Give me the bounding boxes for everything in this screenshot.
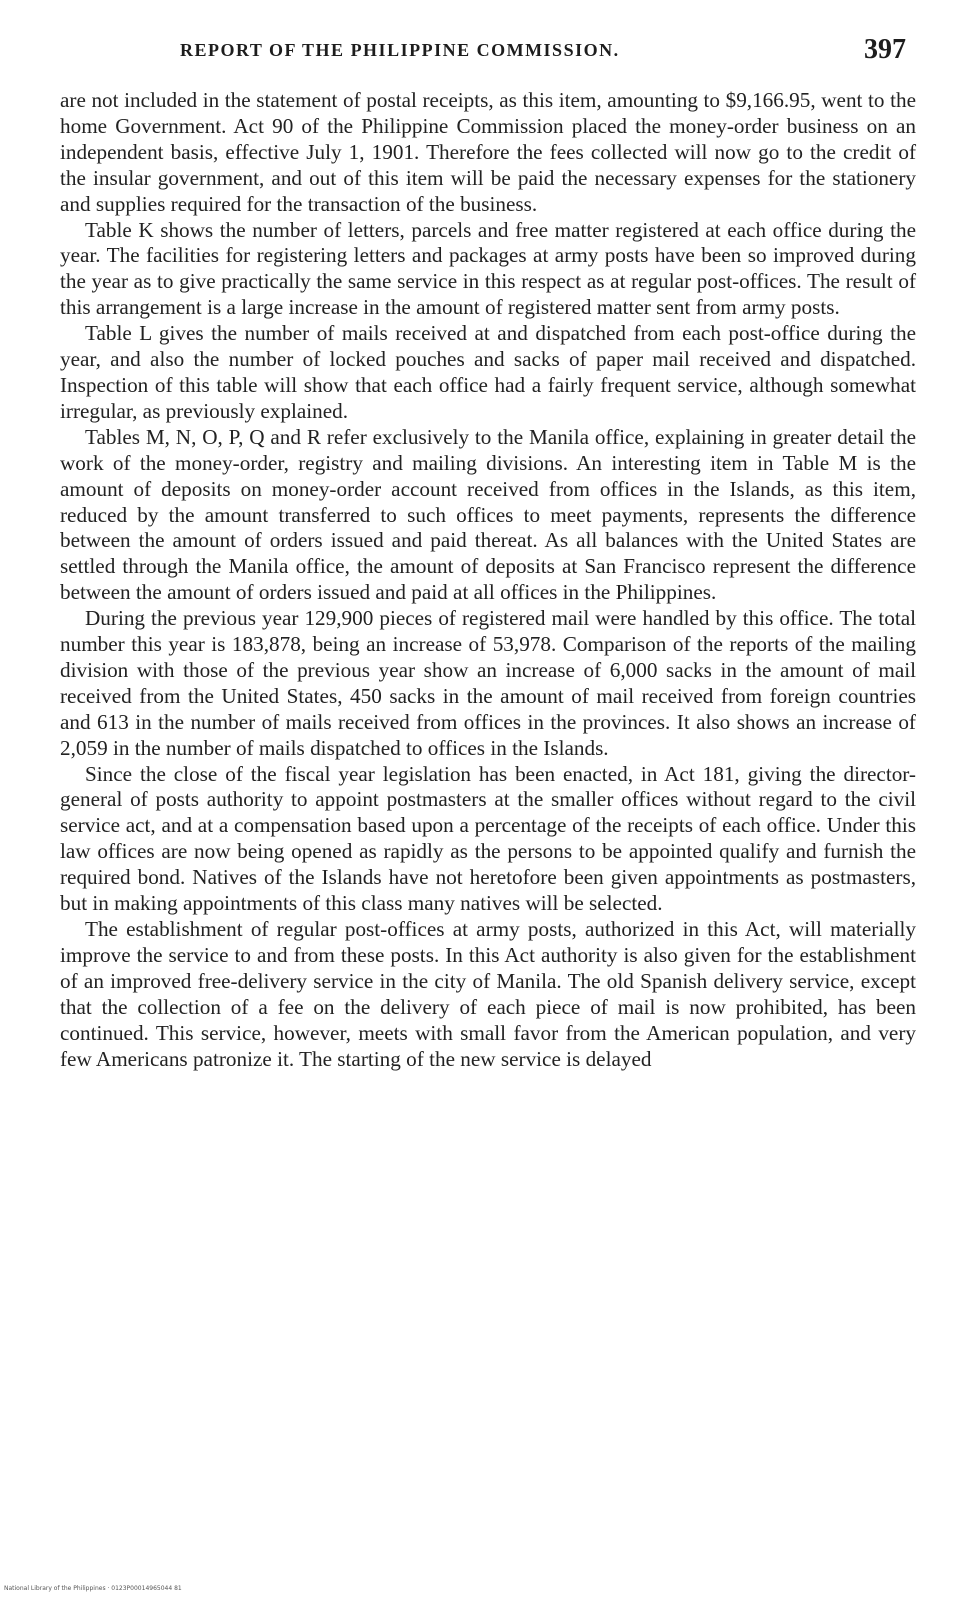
paragraph-registered-mail: During the previous year 129,900 pieces of registered mail were handled by this office. The total number this year is 183,878, being an increase of 53,978. Comparison of the reports of the mailing division with those of the previous year show an increase of 6,000 sacks in the amount of mail received from the United States, 450 sacks in the amount of mail received from foreign countries and 613 in the number of mails received from offices in the provinces. It also shows an increase of 2,059 in the number of mails dispatched to offices in the Islands. <box>60 606 916 760</box>
paragraph-act-181: Since the close of the fiscal year legislation has been enacted, in Act 181, giving the director-general of posts authority to appoint postmasters at the smaller offices without regard to the civil service act, and at a compensation based upon a percentage of the receipts of each office. Under this law offices are now being opened as rapidly as the persons to be appointed qualify and furnish the required bond. Natives of the Islands have not heretofore been given appointments as postmasters, but in making appointments of this class many natives will be selected. <box>60 761 916 916</box>
paragraph-table-l: Table L gives the number of mails received at and dispatched from each post-office during the year, and also the number of locked pouches and sacks of paper mail received and dispatched. Inspection of this table will show that each office had a fairly frequent service, although somewhat irregular, as previously explained. <box>60 321 916 423</box>
paragraph-army-posts: The establishment of regular post-offices at army posts, authorized in this Act, will materially improve the service to and from these posts. In this Act authority is also given for the establishment of an improved free-delivery service in the city of Manila. The old Spanish delivery service, except that the collection of a fee on the delivery of each piece of mail is now prohibited, has been continued. This service, however, meets with small favor from the American population, and very few Americans patronize it. The starting of the new service is delayed <box>60 917 916 1071</box>
body-text <box>60 88 916 1072</box>
scan-credit: National Library of the Philippines · 0123P00014965044 81 <box>4 1585 182 1592</box>
paragraph-continued: are not included in the statement of postal receipts, as this item, amounting to $9,166.95, went to the home Government. Act 90 of the Philippine Commission placed the money-order business on an independent basis, effective July 1, 1901. Therefore the fees collected will now go to the credit of the insular government, and out of this item will be paid the necessary expenses for the stationery and supplies required for the transaction of the business. <box>60 88 916 216</box>
paragraph-tables-m-r: Tables M, N, O, P, Q and R refer exclusively to the Manila office, explaining in greater detail the work of the money-order, registry and mailing divisions. An interesting item in Table M is the amount of deposits on money-order account received from offices in the Islands, as this item, reduced by the amount transferred to such offices to meet payments, represents the difference between the amount of orders issued and paid thereat. As all balances with the United States are settled through the Manila office, the amount of deposits at San Francisco represent the difference between the amount of orders issued and paid at all offices in the Philippines. <box>60 424 916 605</box>
page-number: 397 <box>864 34 906 65</box>
running-header <box>62 34 912 74</box>
paragraph-table-k: Table K shows the number of letters, parcels and free matter registered at each office during the year. The facilities for registering letters and packages at army posts have been so improved during the year as to give practically the same service in this respect as at regular post-offices. The result of this arrangement is a large increase in the amount of registered matter sent from army posts. <box>60 217 916 320</box>
page-title: REPORT OF THE PHILIPPINE COMMISSION. <box>180 40 620 60</box>
